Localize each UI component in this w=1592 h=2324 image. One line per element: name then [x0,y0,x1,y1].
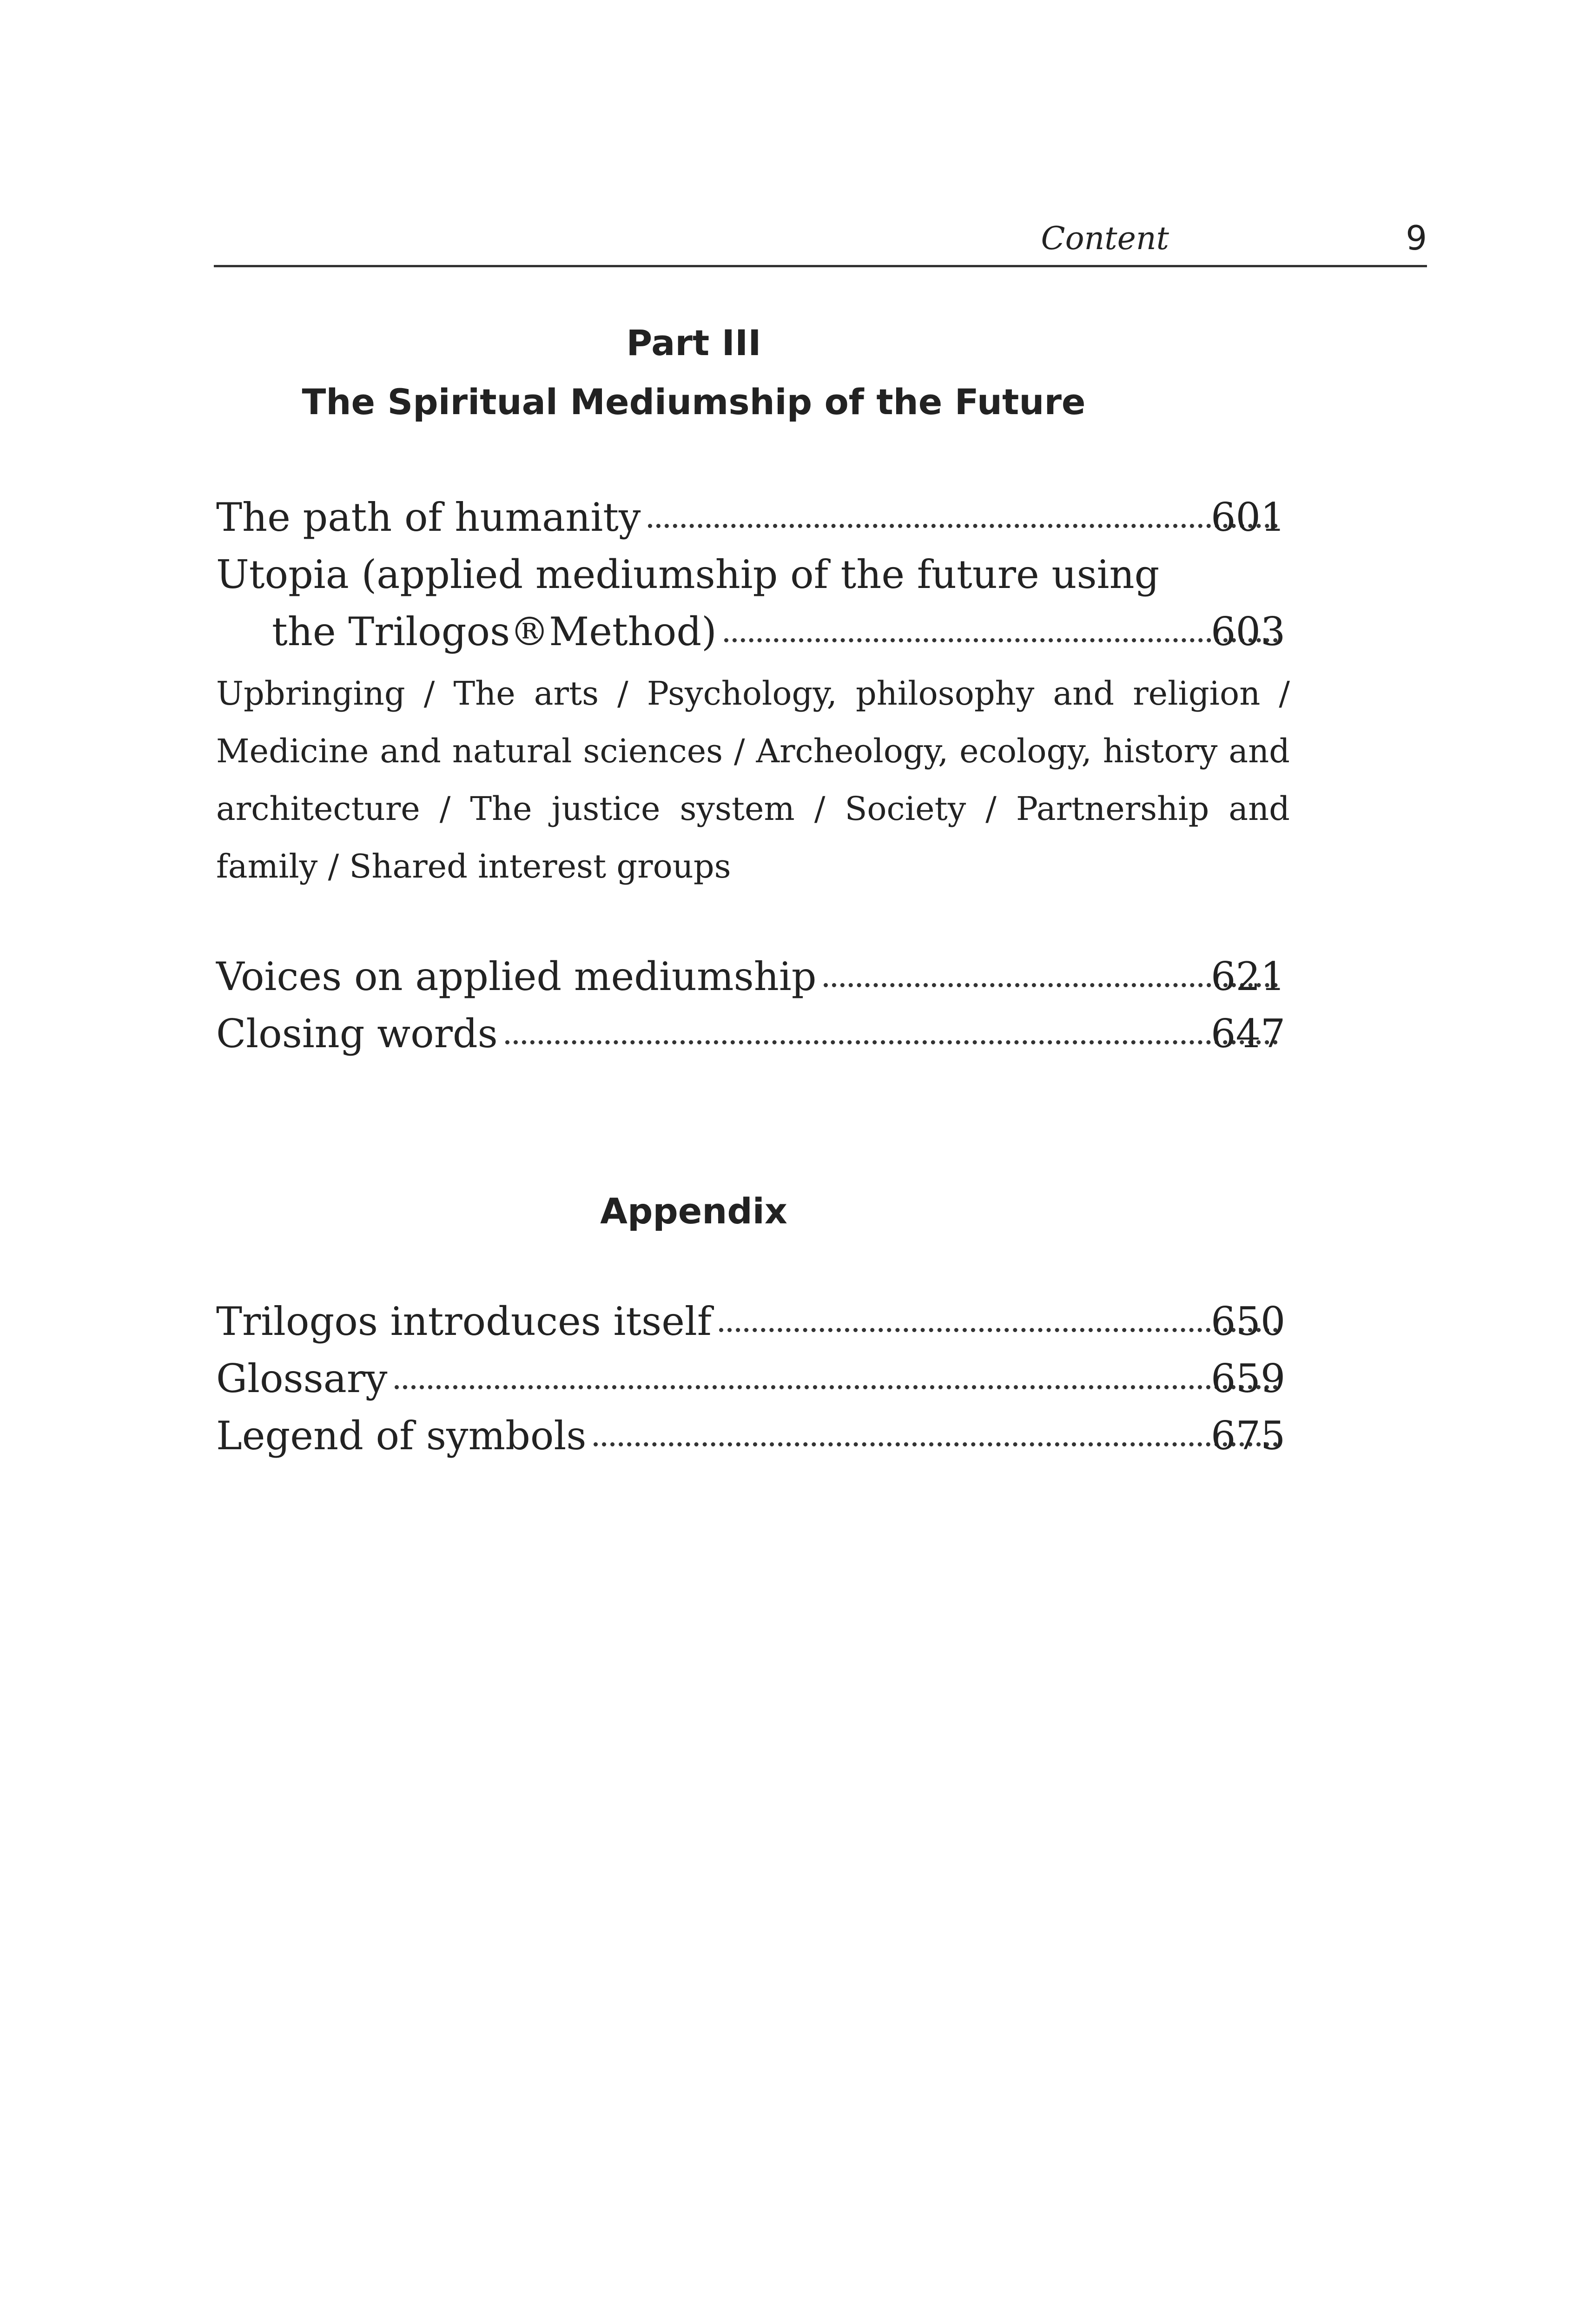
dot-leader [719,1328,1278,1332]
appendix-heading: Appendix [600,1190,787,1232]
toc-page-number: 650 [1211,1299,1286,1344]
part-label: Part III [626,322,761,363]
toc-entry-title: the Trilogos®Method) [272,609,717,654]
toc-page-number: 647 [1211,1011,1286,1056]
toc-entry-utopia-cont[interactable] [272,605,1285,660]
toc-page-number: 621 [1211,954,1286,999]
running-head-label: Content [1041,220,1169,257]
toc-page-number: 603 [1211,609,1286,654]
toc-entry-utopia[interactable]: Utopia (applied mediumship of the future using [216,552,1160,597]
toc-entry-title: Legend of symbols [216,1413,587,1459]
dot-leader [648,524,1278,528]
toc-entry-legend-of-symbols[interactable] [216,1409,1285,1465]
toc-entry-title: The path of humanity [216,495,641,540]
dot-leader [395,1385,1278,1389]
toc-page-number: 659 [1211,1356,1286,1401]
subtopic-list: Upbringing / The arts / Psychology, philosophy and religion / Medicine and natural sciences / Archeology, ecology, history and architecture / The justice system / Society / Partnership and family / Shared interest groups [216,674,1290,885]
running-head [214,205,1427,267]
toc-entry-path-of-humanity[interactable] [216,490,1285,546]
part-title: The Spiritual Mediumship of the Future [302,381,1086,423]
toc-entry-title: Glossary [216,1356,388,1401]
dot-leader [594,1442,1278,1446]
dot-leader [824,983,1278,987]
toc-page-number: 601 [1211,495,1286,540]
toc-entry-title: Voices on applied mediumship [216,954,817,999]
toc-entry-title: Trilogos introduces itself [216,1299,712,1344]
toc-entry-title: Closing words [216,1011,498,1056]
dot-leader [724,638,1278,642]
dot-leader [505,1040,1278,1044]
toc-entry-trilogos-introduces[interactable] [216,1294,1285,1350]
toc-page-number: 675 [1211,1413,1286,1459]
toc-entry-voices[interactable] [216,950,1285,1005]
page-number: 9 [1406,218,1427,257]
toc-entry-closing-words[interactable] [216,1007,1285,1063]
toc-entry-glossary[interactable] [216,1352,1285,1407]
